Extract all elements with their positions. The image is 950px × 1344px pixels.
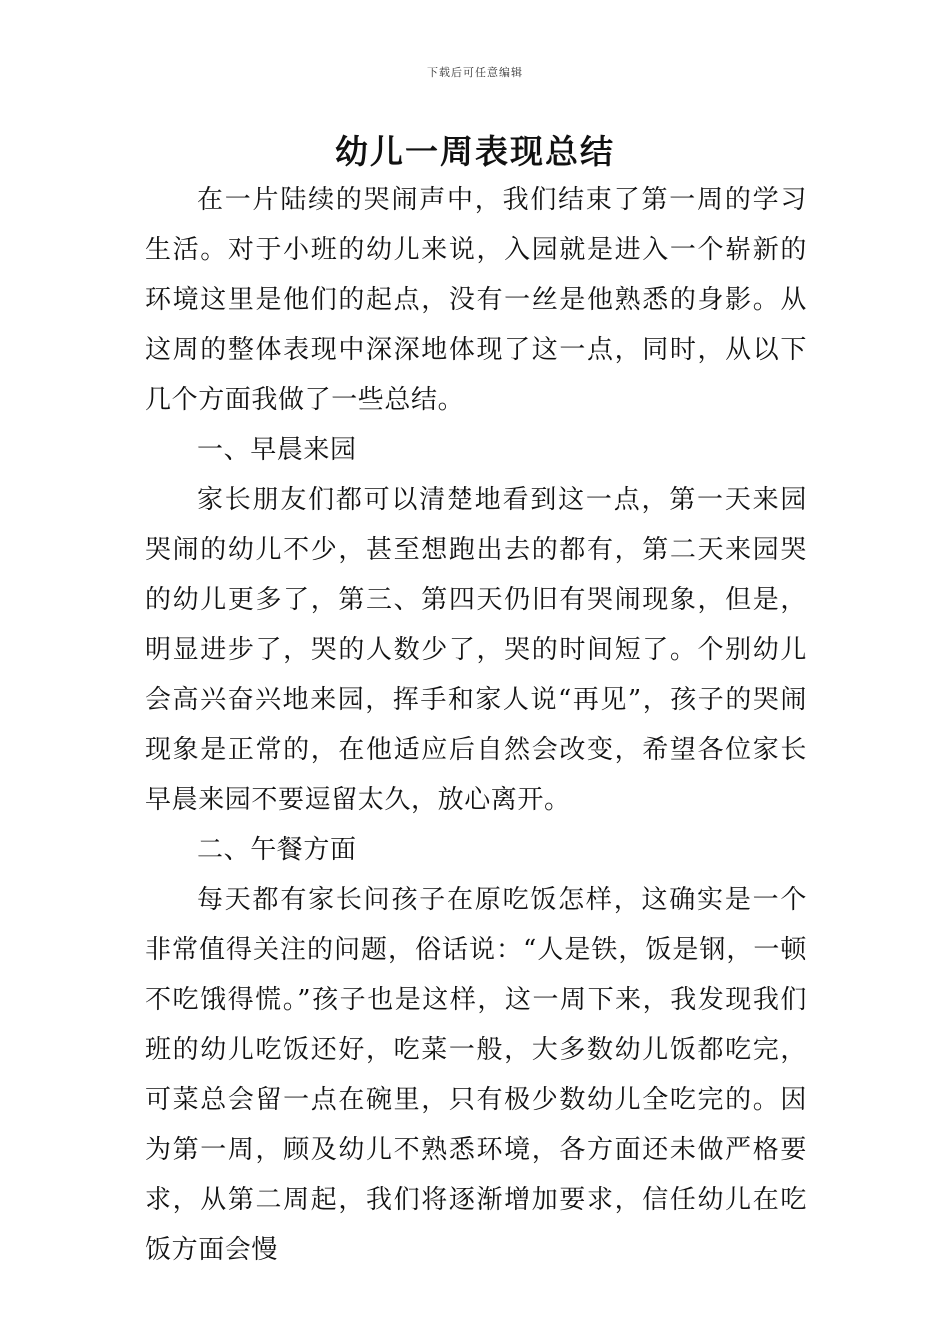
paragraph-intro: 在一片陆续的哭闹声中，我们结束了第一周的学习生活。对于小班的幼儿来说，入园就是进入一个崭新的环境这里是他们的起点，没有一丝是他熟悉的身影。从这周的整体表现中深深地体现了这一点，同时，从以下几个方面我做了一些总结。 <box>145 185 807 415</box>
header-note: 下载后可任意编辑 <box>427 66 523 79</box>
paragraph-morning-arrival: 家长朋友们都可以清楚地看到这一点，第一天来园哭闹的幼儿不少，甚至想跑出去的都有，第二天来园哭的幼儿更多了，第三、第四天仍旧有哭闹现象，但是，明显进步了，哭的人数少了，哭的时间短了。个别幼儿会高兴奋兴地来园，挥手和家人说“再见”，孩子的哭闹现象是正常的，在他适应后自然会改变，希望各位家长早晨来园不要逗留太久，放心离开。 <box>145 485 807 815</box>
paragraph-lunch: 每天都有家长问孩子在原吃饭怎样，这确实是一个非常值得关注的问题，俗话说：“人是铁，饭是钢，一顿不吃饿得慌。”孩子也是这样，这一周下来，我发现我们班的幼儿吃饭还好，吃菜一般，大多数幼儿饭都吃完，可菜总会留一点在碗里，只有极少数幼儿全吃完的。因为第一周，顾及幼儿不熟悉环境，各方面还未做严格要求，从第二周起，我们将逐渐增加要求，信任幼儿在吃饭方面会慢 <box>145 885 807 1265</box>
section-heading-morning-arrival: 一、早晨来园 <box>197 435 357 465</box>
document-title: 幼儿一周表现总结 <box>335 132 615 171</box>
section-heading-lunch: 二、午餐方面 <box>197 835 357 865</box>
document-body <box>145 175 807 1275</box>
